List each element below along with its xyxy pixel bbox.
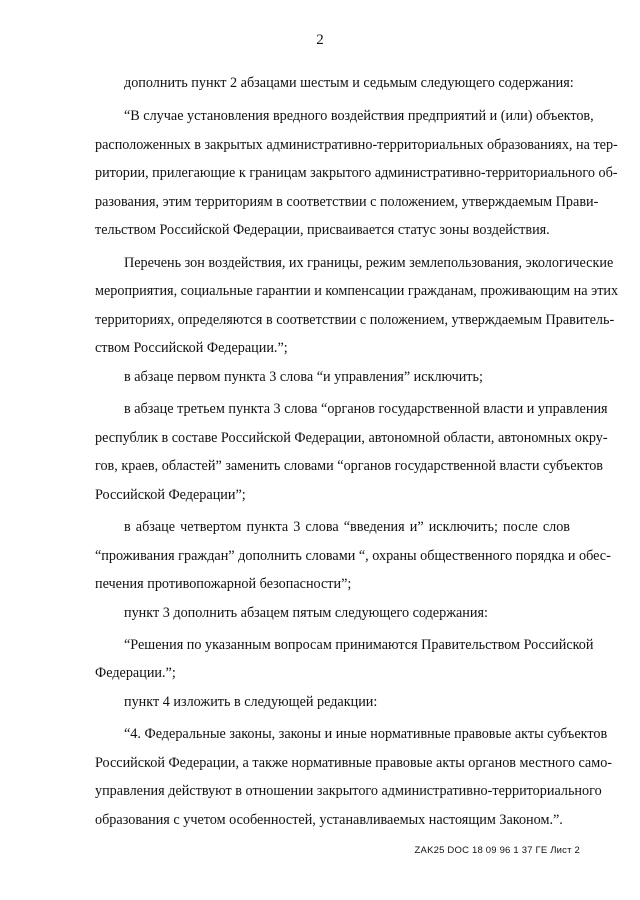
text-line: дополнить пункт 2 абзацами шестым и седьмым следующего содержания: [124,75,574,91]
text-line: в абзаце четвертом пункта 3 слова “введения и” исключить; после слов [124,519,570,535]
text-line: Федерации.”; [95,665,176,681]
text-line: Перечень зон воздействия, их границы, режим землепользования, экологические [124,255,614,271]
text-line: гов, краев, областей” заменить словами “органов государственной власти субъектов [95,458,604,474]
text-line: республик в составе Российской Федерации, автономной области, автономных окру- [95,430,608,446]
text-line: управления действуют в отношении закрытого административно-территориального [95,783,602,799]
text-line: расположенных в закрытых административно-территориальных образованиях, на тер- [95,137,618,153]
text-line: ритории, прилегающие к границам закрытого административно-территориального об- [95,165,618,181]
text-line: “Решения по указанным вопросам принимаются Правительством Российской [124,637,594,653]
text-line: Российской Федерации”; [95,487,246,503]
text-line: пункт 3 дополнить абзацем пятым следующего содержания: [124,605,488,621]
document-footer: ZAK25 DOC 18 09 96 1 37 ГЕ Лист 2 [414,845,580,856]
text-line: Российской Федерации, а также нормативные правовые акты органов местного само- [95,755,613,771]
text-line: разования, этим территориям в соответствии с положением, утверждаемым Прави- [95,194,599,210]
text-line: территориях, определяются в соответствии с положением, утверждаемым Правитель- [95,312,615,328]
text-line: в абзаце третьем пункта 3 слова “органов государственной власти и управления [124,401,608,417]
text-line: образования с учетом особенностей, устанавливаемых настоящим Законом.”. [95,812,563,828]
text-line: печения противопожарной безопасности”; [95,576,352,592]
text-line: “В случае установления вредного воздействия предприятий и (или) объектов, [124,108,594,124]
text-line: “4. Федеральные законы, законы и иные нормативные правовые акты субъектов [124,726,608,742]
text-line: в абзаце первом пункта 3 слова “и управления” исключить; [124,369,483,385]
text-line: тельством Российской Федерации, присваивается статус зоны воздействия. [95,222,550,238]
page-number: 2 [316,32,324,48]
text-line: пункт 4 изложить в следующей редакции: [124,694,378,710]
text-line: ством Российской Федерации.”; [95,340,288,356]
text-line: “проживания граждан” дополнить словами “, охраны общественного порядка и обес- [95,548,611,564]
text-line: мероприятия, социальные гарантии и компенсации гражданам, проживающим на этих [95,283,619,299]
